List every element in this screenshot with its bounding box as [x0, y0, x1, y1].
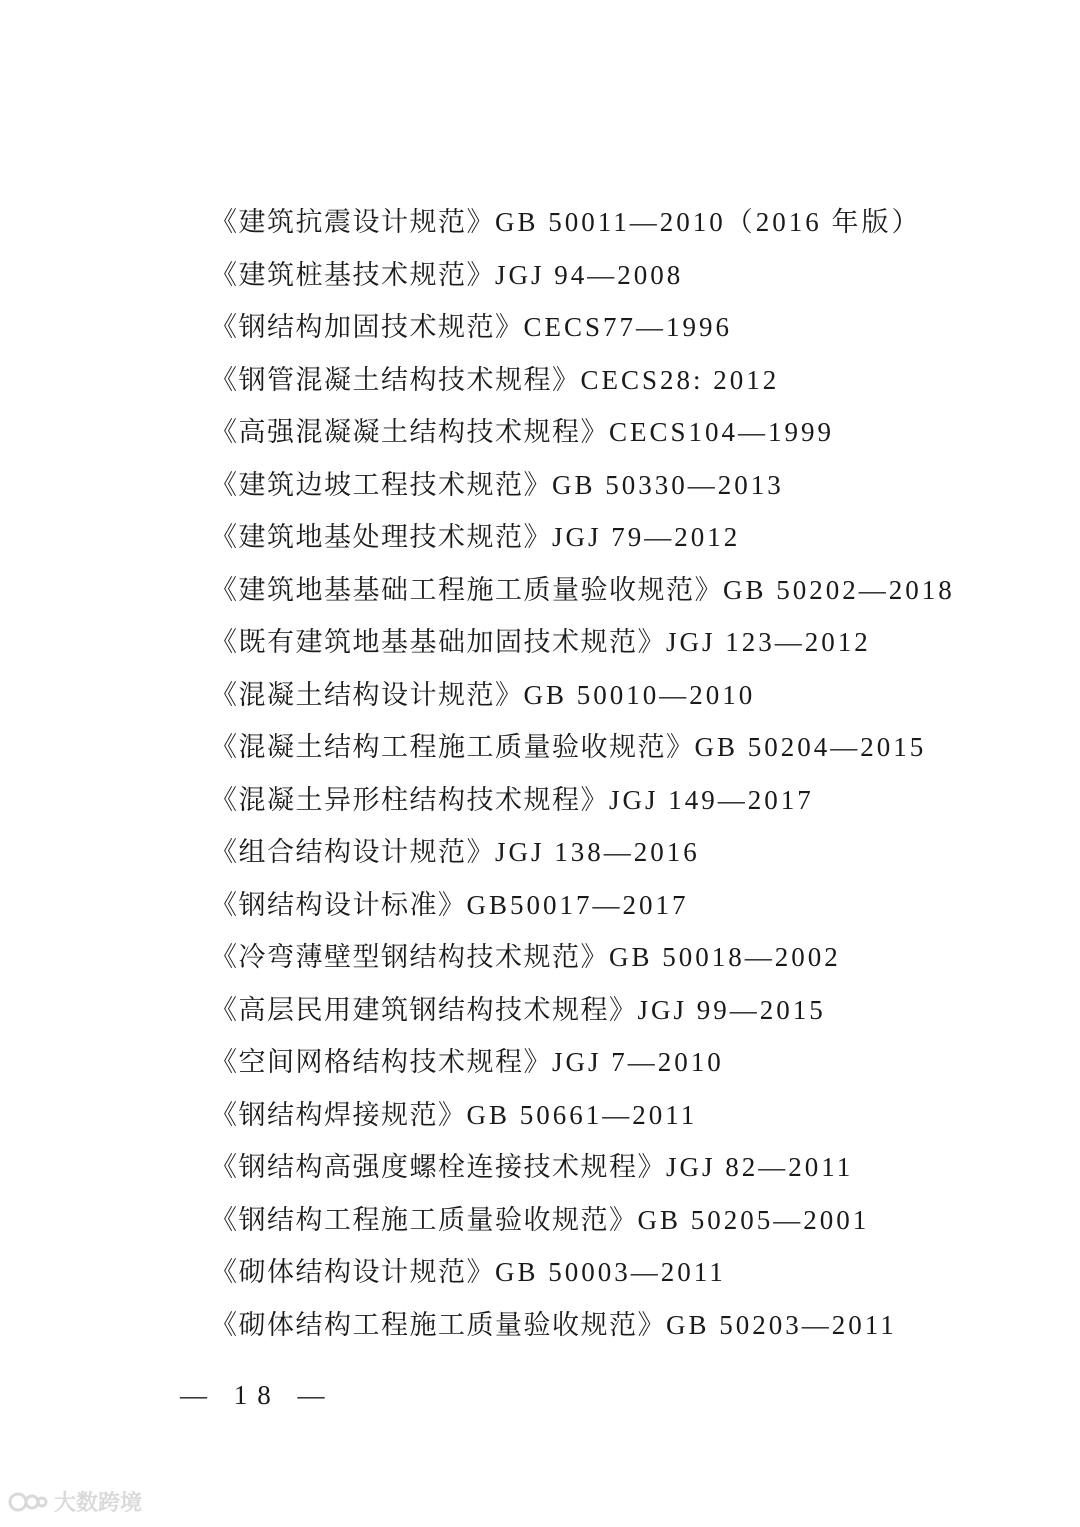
- standard-title: 《砌体结构工程施工质量验收规范》: [210, 1309, 666, 1341]
- standard-item: [210, 511, 955, 564]
- standard-item: [210, 721, 955, 774]
- standard-code: CECS28: 2012: [580, 364, 780, 395]
- standard-title: 《钢结构焊接规范》: [210, 1099, 467, 1131]
- standard-item: [210, 1246, 955, 1299]
- standard-code: JGJ 99—2015: [637, 994, 826, 1025]
- standard-title: 《建筑边坡工程技术规范》: [210, 469, 552, 501]
- standard-title: 《建筑桩基技术规范》: [210, 259, 495, 291]
- standard-title: 《钢结构工程施工质量验收规范》: [210, 1204, 638, 1236]
- standard-title: 《钢结构高强度螺栓连接技术规程》: [210, 1152, 666, 1183]
- standard-item: [210, 406, 955, 459]
- watermark: [8, 1486, 142, 1517]
- logo-icon: [8, 1488, 48, 1516]
- standard-title: 《组合结构设计规范》: [210, 837, 495, 868]
- standard-item: [210, 774, 955, 827]
- standard-item: [210, 669, 955, 722]
- standard-title: 《砌体结构设计规范》: [210, 1257, 495, 1288]
- standard-title: 《建筑地基基础工程施工质量验收规范》: [210, 574, 723, 606]
- standard-code: GB 50202—2018: [723, 574, 955, 605]
- standard-code: GB 50204—2015: [694, 732, 927, 762]
- standard-code: GB 50003—2011: [495, 1257, 726, 1287]
- standard-code: JGJ 79—2012: [552, 522, 741, 552]
- standard-title: 《混凝土结构工程施工质量验收规范》: [210, 732, 695, 763]
- standard-item: [210, 1036, 955, 1089]
- standard-item: [210, 249, 955, 302]
- standard-code: GB 50011—2010（2016 年版）: [495, 207, 922, 237]
- standard-code: GB 50018—2002: [609, 942, 841, 972]
- standard-code: JGJ 149—2017: [609, 784, 814, 815]
- standard-item: [210, 984, 955, 1037]
- standard-item: [210, 196, 955, 249]
- standard-item: [210, 354, 955, 407]
- standard-item: [210, 459, 955, 512]
- standard-code: JGJ 123—2012: [666, 627, 871, 657]
- standard-title: 《既有建筑地基基础加固技术规范》: [210, 627, 666, 658]
- standard-code: GB 50205—2001: [637, 1204, 870, 1235]
- standard-code: CECS77—1996: [523, 312, 733, 342]
- standard-item: [210, 1141, 955, 1194]
- standard-title: 《冷弯薄壁型钢结构技术规范》: [210, 942, 609, 973]
- standard-title: 《建筑地基处理技术规范》: [210, 522, 552, 553]
- standard-code: CECS104—1999: [609, 417, 835, 447]
- standard-item: [210, 1194, 955, 1247]
- standard-code: JGJ 7—2010: [552, 1047, 724, 1077]
- standard-code: GB 50203—2011: [666, 1309, 897, 1340]
- standard-code: JGJ 94—2008: [495, 259, 684, 290]
- standard-item: [210, 1089, 955, 1142]
- standard-title: 《高层民用建筑钢结构技术规程》: [210, 994, 638, 1026]
- standard-title: 《钢结构加固技术规范》: [210, 312, 524, 343]
- standard-item: [210, 826, 955, 879]
- standard-code: GB 50330—2013: [552, 469, 784, 500]
- watermark-text: 大数跨境: [54, 1491, 143, 1516]
- standard-title: 《建筑抗震设计规范》: [210, 207, 495, 238]
- standard-item: [210, 1299, 955, 1352]
- standard-item: [210, 879, 955, 932]
- standard-code: GB50017—2017: [466, 889, 689, 920]
- standard-title: 《混凝土异形柱结构技术规程》: [210, 784, 609, 816]
- standard-code: JGJ 138—2016: [495, 837, 700, 867]
- standard-item: [210, 301, 955, 354]
- page-number: — 18 —: [180, 1380, 335, 1410]
- standard-code: JGJ 82—2011: [666, 1152, 854, 1182]
- standard-title: 《高强混凝凝土结构技术规程》: [210, 417, 609, 448]
- standards-list: [210, 196, 955, 1351]
- standard-title: 《混凝土结构设计规范》: [210, 679, 524, 711]
- standard-item: [210, 616, 955, 669]
- standard-item: [210, 564, 955, 617]
- standard-title: 《钢结构设计标准》: [210, 889, 467, 921]
- standard-item: [210, 931, 955, 984]
- standard-code: GB 50010—2010: [523, 679, 756, 710]
- standard-title: 《空间网格结构技术规程》: [210, 1047, 552, 1078]
- standard-title: 《钢管混凝土结构技术规程》: [210, 364, 581, 396]
- standard-code: GB 50661—2011: [466, 1099, 698, 1130]
